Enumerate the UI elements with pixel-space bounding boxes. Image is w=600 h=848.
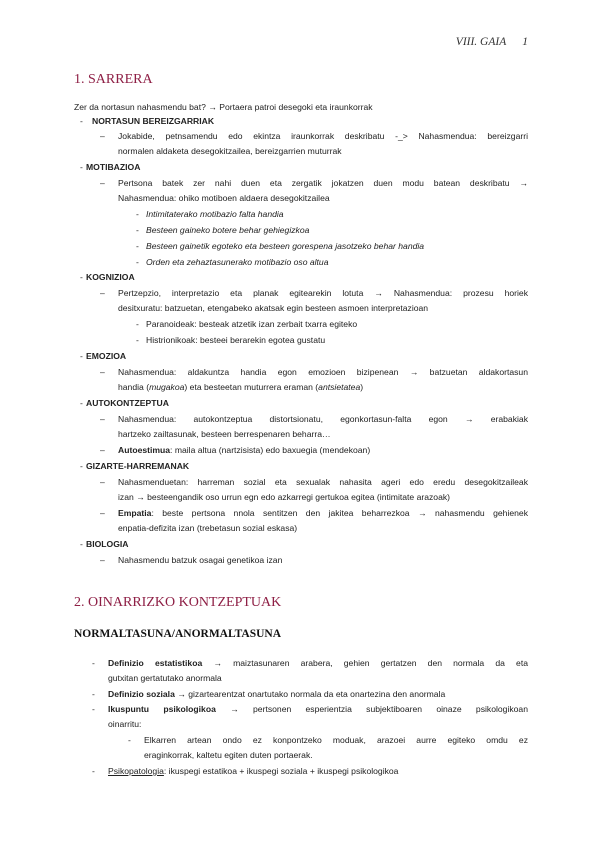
- emozioa-line-2: [118, 381, 363, 393]
- list-dash: –: [100, 445, 105, 455]
- text-span-underline: Psikopatologia: [108, 766, 164, 776]
- kognizioa-line-2: desitxuratu: batzuetan, etengabeko akatsak egin besteen asmoen interpretazioan: [118, 303, 429, 313]
- estatistikoa-line-1: [108, 657, 528, 669]
- text-span: : maila altua (nartzisista) edo baxuegia (mendekoan): [170, 445, 371, 455]
- text-span-italic: mugakoa: [149, 382, 185, 392]
- empatia-line-1: [118, 507, 528, 519]
- gizarte-line-2: izan → besteengandik oso urrun egn edo azkarregi gertukoa egitea (intimitate arazoak): [118, 492, 451, 502]
- kognizioa-item-2: Histrionikoak: besteei berarekin egotea gustatu: [146, 335, 326, 345]
- biologia-line-1: Nahasmendu batzuk osagai genetikoa izan: [118, 555, 283, 565]
- nortasun-line-1: Jokabide, petnsamendu edo ekintza iraunkorrak deskribatu -_> Nahasmendua: bereizgarri: [118, 131, 528, 141]
- list-dash: –: [100, 367, 105, 377]
- text-span: : ikuspegi estatikoa + ikuspegi soziala + ikuspegi psikologikoa: [163, 766, 399, 776]
- motibazioa-item-3: Besteen gainetik egoteko eta besteen gorespena jasotzeko behar handia: [146, 241, 425, 251]
- heading-motibazioa: MOTIBAZIOA: [86, 162, 141, 172]
- list-dash: –: [100, 178, 105, 188]
- heading-gizarte: GIZARTE-HARREMANAK: [86, 461, 190, 471]
- list-dash: -: [136, 209, 139, 219]
- text-span-bold: Definizio estatistikoa: [108, 658, 203, 668]
- heading-emozioa: EMOZIOA: [86, 351, 127, 361]
- gizarte-line-1: Nahasmenduetan: harreman sozial eta sexualak nahasita ageri edo eredu desegokitzaileak: [118, 477, 528, 487]
- list-dash: –: [100, 555, 105, 565]
- list-dash: -: [80, 539, 83, 549]
- list-dash: -: [136, 257, 139, 267]
- list-dash: -: [80, 351, 83, 361]
- autoestimua-line: [118, 444, 370, 456]
- list-dash: -: [80, 272, 83, 282]
- kognizioa-item-1: Paranoideak: besteak atzetik izan zerbait txarra egiteko: [146, 319, 358, 329]
- intro-text: Zer da nortasun nahasmendu bat? → Portaera patroi desegoki eta iraunkorrak: [74, 102, 373, 112]
- motibazioa-item-1: Intimitaterako motibazio falta handia: [146, 209, 284, 219]
- list-dash: -: [92, 689, 95, 699]
- text-span: → gizartearentzat onartutako normala da eta onartezina den anormala: [174, 689, 446, 699]
- page-header: [456, 36, 528, 48]
- motibazioa-item-4: Orden eta zehaztasunerako motibazio oso altua: [146, 257, 329, 267]
- heading-autokontzeptua: AUTOKONTZEPTUA: [86, 398, 169, 408]
- list-dash: -: [136, 241, 139, 251]
- heading-nortasun: NORTASUN BEREIZGARRIAK: [92, 116, 215, 126]
- list-dash: –: [100, 477, 105, 487]
- list-dash: –: [100, 131, 105, 141]
- text-span-italic: antsietatea: [318, 382, 361, 392]
- header-title: VIII. GAIA: [455, 36, 507, 48]
- psikologikoa-sub-line-2: eraginkorrak, kaltetu egiten duten portaerak.: [144, 750, 313, 760]
- autokontzeptua-line-2: hartzeko zailtasunak, besteen berrespenaren beharra…: [118, 429, 331, 439]
- text-span: ) eta besteetan muturrera eraman (: [184, 382, 319, 392]
- list-dash: -: [80, 162, 83, 172]
- list-dash: -: [92, 766, 95, 776]
- list-dash: -: [136, 335, 139, 345]
- list-dash: –: [100, 508, 105, 518]
- psikologikoa-line-1: [108, 703, 528, 715]
- psikopatologia-line: [108, 765, 398, 777]
- motibazioa-item-2: Besteen gaineko botere behar gehiegizkoa: [146, 225, 310, 235]
- kognizioa-line-1: Pertzepzio, interpretazio eta planak egitearekin lotuta → Nahasmendua: prozesu horiek: [118, 288, 528, 298]
- text-span: → pertsonen esperientzia subjektiboaren oinaze psikologikoan: [215, 704, 528, 714]
- list-dash: -: [80, 116, 83, 126]
- motibazioa-line-2: Nahasmendua: ohiko motiboen aldaera desegokitzailea: [118, 193, 330, 203]
- list-dash: –: [100, 288, 105, 298]
- psikologikoa-line-2: oinarritu:: [108, 719, 142, 729]
- nortasun-line-2: normalen aldaketa desegokitzailea, bereizgarrien muturrak: [118, 146, 342, 156]
- section-title-sarrera: 1. SARRERA: [74, 72, 153, 87]
- motibazioa-line-1: Pertsona batek zer nahi duen eta zergatik jokatzen duen modu batean deskribatu →: [118, 178, 528, 188]
- subsection-title-normaltasuna: NORMALTASUNA/ANORMALTASUNA: [74, 628, 282, 640]
- heading-kognizioa: KOGNIZIOA: [86, 272, 135, 282]
- section-title-oinarrizko: 2. OINARRIZKO KONTZEPTUAK: [74, 595, 282, 610]
- autokontzeptua-line-1: Nahasmendua: autokontzeptua distortsionatu, egonkortasun-falta egon → erabakiak: [118, 414, 528, 424]
- text-span-bold: Definizio soziala: [108, 689, 175, 699]
- text-span-bold: Autoestimua: [118, 445, 171, 455]
- soziala-line-1: [108, 688, 445, 700]
- text-span: handia (: [118, 382, 150, 392]
- page-number: 1: [522, 36, 528, 48]
- list-dash: -: [136, 225, 139, 235]
- list-dash: -: [80, 398, 83, 408]
- list-dash: -: [92, 704, 95, 714]
- list-dash: –: [100, 414, 105, 424]
- empatia-line-2: enpatia-defizita izan (trebetasun sozial eskasa): [118, 523, 298, 533]
- text-span: → maiztasunaren arabera, gehien gertatzen den normala da eta: [202, 658, 528, 668]
- psikologikoa-sub-line-1: Elkarren artean ondo ez konpontzeko moduak, arazoei aurre egiteko omdu ez: [144, 735, 528, 745]
- estatistikoa-line-2: gutxitan gertatutako anormala: [108, 673, 222, 683]
- heading-biologia: BIOLOGIA: [86, 539, 129, 549]
- list-dash: -: [136, 319, 139, 329]
- text-span-bold: Ikuspuntu psikologikoa: [108, 704, 216, 714]
- text-span-bold: Empatia: [118, 508, 152, 518]
- emozioa-line-1: Nahasmendua: aldakuntza handia egon emozioen bizipenean → batzuetan aldakortasun: [118, 367, 528, 377]
- text-span: ): [360, 382, 364, 392]
- text-span: : beste pertsona nnola sentitzen den jakitea beharrezkoa → nahasmendu gehienek: [151, 508, 528, 518]
- list-dash: -: [92, 658, 95, 668]
- list-dash: -: [80, 461, 83, 471]
- list-dash: -: [128, 735, 131, 745]
